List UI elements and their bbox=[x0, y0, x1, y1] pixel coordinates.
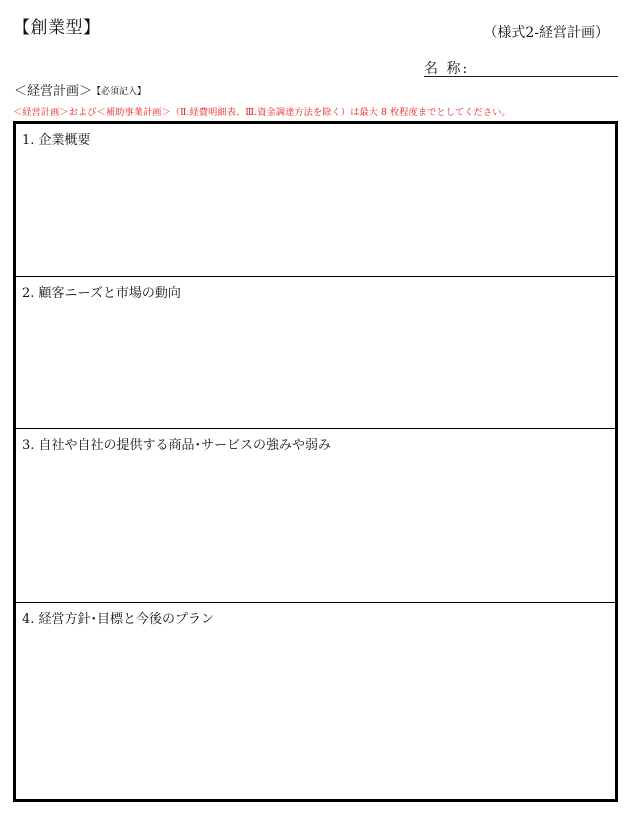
section-strengths-weaknesses[interactable] bbox=[16, 428, 615, 602]
company-name-label: 名 称: bbox=[424, 61, 470, 77]
section-title: 4. 経営方針･目標と今後のプラン bbox=[22, 612, 215, 627]
section-title: 2. 顧客ニーズと市場の動向 bbox=[22, 286, 181, 301]
form-number-label: （様式2-経営計画） bbox=[483, 25, 609, 41]
section-company-overview[interactable] bbox=[16, 124, 615, 276]
business-plan-heading bbox=[14, 80, 146, 99]
required-tag: 【必須記入】 bbox=[92, 87, 147, 97]
business-plan-table bbox=[13, 121, 618, 802]
page-limit-instruction: ＜経営計画＞および＜補助事業計画＞（Ⅱ.経費明細表、Ⅲ.資金調達方法を除く）は最大 8 枚程度までとしてください。 bbox=[13, 107, 511, 118]
section-customer-needs-market[interactable] bbox=[16, 276, 615, 428]
document-type-label: 【創業型】 bbox=[13, 18, 101, 38]
section-policy-goals-plan[interactable] bbox=[16, 602, 615, 799]
business-plan-title: ＜経営計画＞ bbox=[14, 84, 93, 99]
section-title: 3. 自社や自社の提供する商品･サービスの強みや弱み bbox=[22, 438, 332, 453]
section-title: 1. 企業概要 bbox=[22, 133, 91, 148]
company-name-field[interactable] bbox=[424, 58, 618, 77]
